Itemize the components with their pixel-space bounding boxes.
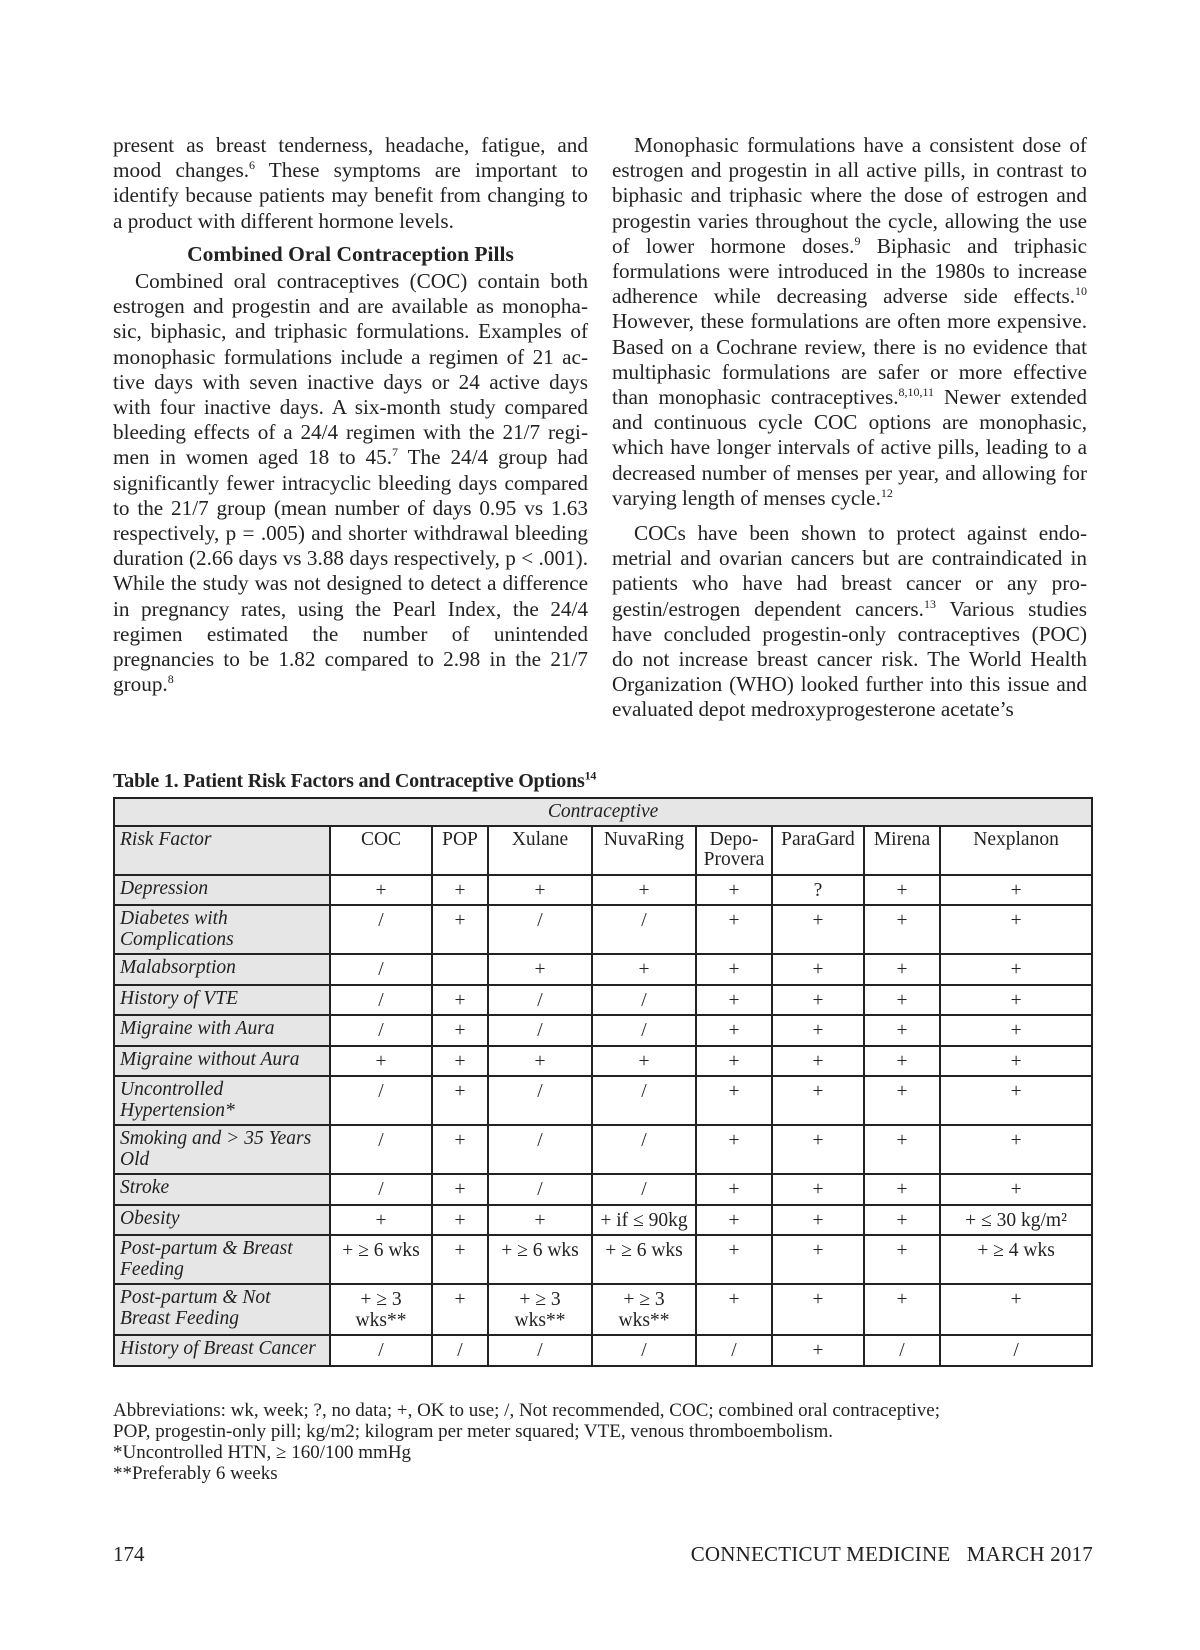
risk-factor-cell: Post-partum & Breast Feeding bbox=[114, 1235, 330, 1284]
table-cell: + bbox=[432, 1174, 488, 1205]
table-cell: + bbox=[940, 1284, 1092, 1335]
table-cell: + bbox=[696, 1076, 772, 1125]
table-cell: / bbox=[488, 1174, 592, 1205]
table-cell: / bbox=[592, 905, 696, 954]
table-cell: + bbox=[432, 1284, 488, 1335]
table-cell: / bbox=[592, 1125, 696, 1174]
table-cell: / bbox=[488, 1125, 592, 1174]
table-cell: / bbox=[488, 1076, 592, 1125]
risk-factor-cell: Obesity bbox=[114, 1205, 330, 1236]
footnote-preferably: **Preferably 6 weeks bbox=[113, 1463, 278, 1484]
table-cell: + bbox=[940, 905, 1092, 954]
citation-sup: 6 bbox=[249, 158, 255, 173]
table-cell: + bbox=[696, 1284, 772, 1335]
table-cell: / bbox=[330, 954, 432, 985]
table-cell: + bbox=[432, 905, 488, 954]
table-cell: + bbox=[864, 1284, 940, 1335]
table-cell: + ≥ 4 wks bbox=[940, 1235, 1092, 1284]
left-p2-text-a: Combined oral contraceptives (COC) contain both estrogen and progestin and are available as monophasic, biphasic, and triphasic formulations. Examples of monophasic formulations include a regimen of 21 active days with seven inactive days or 24 active days with four inactive days. A six-month study compared bleeding effects of a 24/4 regimen with the 21/7 regimen in women aged 18 to 45. bbox=[113, 269, 588, 470]
table-row bbox=[114, 1205, 1092, 1236]
table-cell: + bbox=[772, 905, 864, 954]
table-cell: + bbox=[940, 954, 1092, 985]
table-cell: + bbox=[696, 1205, 772, 1236]
table-cell: + bbox=[432, 1046, 488, 1077]
table-row bbox=[114, 1335, 1092, 1366]
table-cell: + bbox=[696, 875, 772, 906]
table-cell: + ≥ 6 wks bbox=[330, 1235, 432, 1284]
table-cell: / bbox=[330, 1125, 432, 1174]
table-cell: + bbox=[940, 1125, 1092, 1174]
right-p2-text-a: COCs have been shown to protect against endometrial and ovarian cancers but are contraindicated in patients who have had breast cancer or any progestin/estrogen dependent cancers. bbox=[612, 521, 1087, 621]
table-cell: + bbox=[488, 954, 592, 985]
table-row bbox=[114, 875, 1092, 906]
right-paragraph-2 bbox=[612, 521, 1087, 723]
left-column bbox=[113, 133, 588, 697]
table-cell: / bbox=[592, 985, 696, 1016]
table-cell: + bbox=[696, 1015, 772, 1046]
table-row bbox=[114, 1015, 1092, 1046]
risk-factor-cell: Post-partum & Not Breast Feeding bbox=[114, 1284, 330, 1335]
table-cell: / bbox=[330, 1015, 432, 1046]
abbreviations-line-1: Abbreviations: wk, week; ?, no data; +, OK to use; /, Not recommended, COC; combined oral contraceptive; bbox=[113, 1400, 940, 1421]
table-cell: + bbox=[432, 1235, 488, 1284]
table-cell: / bbox=[432, 1335, 488, 1366]
table-cell: + bbox=[696, 1174, 772, 1205]
table-cell: + bbox=[432, 1125, 488, 1174]
left-p1-text: present as breast tenderness, headache, fatigue, and mood changes. bbox=[113, 133, 588, 183]
table-super-header-row bbox=[114, 798, 1092, 826]
right-p1-text-c: However, these formulations are often more expensive. Based on a Cochrane review, there is no evidence that multiphasic formulations are safer or more effective than monophasic contraceptives. bbox=[612, 309, 1087, 410]
table-row bbox=[114, 1046, 1092, 1077]
table-cell: + bbox=[696, 985, 772, 1016]
table-cell: + ≥ 3 wks** bbox=[592, 1284, 696, 1335]
table-cell: + bbox=[330, 875, 432, 906]
table-cell: + bbox=[432, 875, 488, 906]
table-cell: + ≥ 6 wks bbox=[592, 1235, 696, 1284]
column-header: Mirena bbox=[864, 826, 940, 875]
contraceptive-options-table bbox=[113, 797, 1093, 1367]
table-footnotes bbox=[113, 1400, 1093, 1484]
table-cell: / bbox=[330, 1076, 432, 1125]
column-header: COC bbox=[330, 826, 432, 875]
table-cell: + bbox=[772, 1284, 864, 1335]
journal-footer: CONNECTICUT MEDICINE MARCH 2017 bbox=[690, 1542, 1093, 1566]
table-row bbox=[114, 954, 1092, 985]
table-cell: / bbox=[330, 905, 432, 954]
table-cell: + bbox=[488, 875, 592, 906]
table-cell: + ≥ 3 wks** bbox=[330, 1284, 432, 1335]
table-container bbox=[113, 797, 1091, 1367]
column-header: NuvaRing bbox=[592, 826, 696, 875]
table-cell: + bbox=[940, 1046, 1092, 1077]
risk-factor-header: Risk Factor bbox=[114, 826, 330, 875]
right-p1-text-b: Biphasic and triphasic formulations were introduced in the 1980s to increase adherence while decreasing adverse side effects. bbox=[612, 233, 1087, 309]
table-cell: + bbox=[940, 1076, 1092, 1125]
left-p1-tail: These symptoms are important to identify because patients may benefit from changing to a product with different hormone levels. bbox=[113, 158, 588, 233]
table-row bbox=[114, 1076, 1092, 1125]
citation-sup: 8,10,11 bbox=[898, 384, 935, 399]
citation-sup: 10 bbox=[1075, 284, 1087, 299]
table-cell: / bbox=[488, 905, 592, 954]
table-cell: + bbox=[864, 985, 940, 1016]
page-number: 174 bbox=[113, 1542, 145, 1566]
table-cell: / bbox=[592, 1015, 696, 1046]
table-row bbox=[114, 1174, 1092, 1205]
table-cell: + bbox=[772, 985, 864, 1016]
right-p2-text-b: Various studies have concluded progestin-only contraceptives (POC) do not increase breast cancer risk. The World Health Organization (WHO) looked further into this issue and evaluated depot medroxyprogesterone acetate’s bbox=[612, 596, 1087, 722]
table-cell: + bbox=[864, 905, 940, 954]
risk-factor-cell: Diabetes with Complications bbox=[114, 905, 330, 954]
table-cell: + bbox=[772, 954, 864, 985]
right-column bbox=[612, 133, 1087, 723]
table-cell: / bbox=[592, 1174, 696, 1205]
table-cell: / bbox=[592, 1076, 696, 1125]
table-cell: + bbox=[772, 1174, 864, 1205]
table-title bbox=[113, 770, 596, 793]
section-heading: Combined Oral Contraception Pills bbox=[187, 241, 514, 266]
citation-sup: 12 bbox=[880, 485, 893, 500]
right-p1-text-d: Newer extended and continuous cycle COC options are monophasic, which have longer intervals of active pills, leading to a decreased number of menses per year, and allowing for varying length of menses cycle. bbox=[612, 385, 1087, 510]
table-cell: + bbox=[864, 1235, 940, 1284]
table-cell: + bbox=[696, 905, 772, 954]
table-cell: + bbox=[696, 1046, 772, 1077]
table-row bbox=[114, 905, 1092, 954]
table-cell: + bbox=[696, 954, 772, 985]
table-row bbox=[114, 1284, 1092, 1335]
table-cell: / bbox=[592, 1335, 696, 1366]
table-cell: + bbox=[864, 1125, 940, 1174]
table-cell: + bbox=[772, 1335, 864, 1366]
table-cell: + bbox=[864, 1205, 940, 1236]
table-cell: / bbox=[330, 1335, 432, 1366]
footnote-htn: *Uncontrolled HTN, ≥ 160/100 mmHg bbox=[113, 1442, 412, 1463]
table-cell: / bbox=[488, 1335, 592, 1366]
table-cell: + bbox=[696, 1125, 772, 1174]
risk-factor-cell: History of VTE bbox=[114, 985, 330, 1016]
table-cell: + ≤ 30 kg/m² bbox=[940, 1205, 1092, 1236]
table-cell: + bbox=[864, 1015, 940, 1046]
table-cell: + bbox=[772, 1046, 864, 1077]
risk-factor-cell: Malabsorption bbox=[114, 954, 330, 985]
table-cell: / bbox=[488, 1015, 592, 1046]
risk-factor-cell: Migraine with Aura bbox=[114, 1015, 330, 1046]
citation-sup: 8 bbox=[167, 672, 174, 687]
table-row bbox=[114, 1235, 1092, 1284]
citation-sup: 9 bbox=[854, 233, 861, 248]
table-cell: + bbox=[488, 1046, 592, 1077]
abbreviations-line-2: POP, progestin-only pill; kg/m2; kilogram per meter squared; VTE, venous thromboembolism. bbox=[113, 1421, 833, 1442]
right-paragraph-1 bbox=[612, 133, 1087, 511]
table-cell: + bbox=[940, 875, 1092, 906]
risk-factor-cell: Stroke bbox=[114, 1174, 330, 1205]
table-cell: + if ≤ 90kg bbox=[592, 1205, 696, 1236]
table-cell: + bbox=[864, 875, 940, 906]
risk-factor-cell: Smoking and > 35 Years Old bbox=[114, 1125, 330, 1174]
citation-sup: 14 bbox=[584, 768, 597, 783]
table-cell: / bbox=[940, 1335, 1092, 1366]
table-cell: + bbox=[772, 1205, 864, 1236]
table-cell: + bbox=[592, 875, 696, 906]
table-cell: + bbox=[864, 954, 940, 985]
table-cell: + bbox=[772, 1235, 864, 1284]
left-paragraph-2 bbox=[113, 269, 588, 697]
table-row bbox=[114, 1125, 1092, 1174]
table-cell: + bbox=[940, 985, 1092, 1016]
table-cell: + bbox=[330, 1046, 432, 1077]
table-cell: + bbox=[432, 985, 488, 1016]
table-title-text: Table 1. Patient Risk Factors and Contraceptive Options bbox=[113, 770, 585, 792]
column-header: Depo-Provera bbox=[696, 826, 772, 875]
table-cell: / bbox=[488, 985, 592, 1016]
table-row bbox=[114, 985, 1092, 1016]
table-cell: + bbox=[772, 1015, 864, 1046]
risk-factor-cell: Migraine without Aura bbox=[114, 1046, 330, 1077]
table-body bbox=[114, 875, 1092, 1366]
column-header: ParaGard bbox=[772, 826, 864, 875]
right-p1-text-a: Monophasic formulations have a consistent dose of estrogen and progestin in all active pills, in contrast to biphasic and triphasic where the dose of estrogen and progestin varies throughout the cycle, allowing the use of lower hormone doses. bbox=[612, 133, 1087, 258]
table-cell: + bbox=[864, 1174, 940, 1205]
table-cell: / bbox=[696, 1335, 772, 1366]
risk-factor-cell: History of Breast Cancer bbox=[114, 1335, 330, 1366]
left-p2-text-b: The 24/4 group had significantly fewer intracyclic bleeding days compared to the 21/7 group (mean number of days 0.95 vs 1.63 respectively, p = .005) and shorter withdrawal bleeding duration (2.66 days vs 3.88 days respectively, p < .001). While the study was not designed to detect a difference in pregnancy rates, using the Pearl Index, the 24/4 regimen estimated the number of unintended pregnancies to be 1.82 compared to 2.98 in the 21/7 group. bbox=[113, 445, 589, 697]
table-cell: + bbox=[488, 1205, 592, 1236]
column-header: POP bbox=[432, 826, 488, 875]
table-cell: + bbox=[772, 1076, 864, 1125]
table-cell: + bbox=[432, 1015, 488, 1046]
table-cell: + bbox=[432, 1076, 488, 1125]
table-cell: + ≥ 3 wks** bbox=[488, 1284, 592, 1335]
table-cell bbox=[432, 954, 488, 985]
table-cell: + bbox=[432, 1205, 488, 1236]
table-cell: + bbox=[940, 1015, 1092, 1046]
table-cell: + bbox=[592, 1046, 696, 1077]
table-cell: / bbox=[864, 1335, 940, 1366]
table-cell: ? bbox=[772, 875, 864, 906]
table-cell: + bbox=[864, 1076, 940, 1125]
table-cell: + bbox=[696, 1235, 772, 1284]
table-cell: / bbox=[330, 985, 432, 1016]
risk-factor-cell: Uncontrolled Hypertension* bbox=[114, 1076, 330, 1125]
left-paragraph-1 bbox=[113, 133, 588, 234]
table-cell: + bbox=[772, 1125, 864, 1174]
risk-factor-cell: Depression bbox=[114, 875, 330, 906]
column-header: Nexplanon bbox=[940, 826, 1092, 875]
citation-sup: 7 bbox=[392, 445, 399, 460]
table-cell: + ≥ 6 wks bbox=[488, 1235, 592, 1284]
table-cell: / bbox=[330, 1174, 432, 1205]
table-cell: + bbox=[592, 954, 696, 985]
table-header-row bbox=[114, 826, 1092, 875]
table-cell: + bbox=[330, 1205, 432, 1236]
contraceptive-super-header: Contraceptive bbox=[114, 798, 1092, 826]
table-cell: + bbox=[864, 1046, 940, 1077]
citation-sup: 13 bbox=[923, 596, 936, 611]
column-header: Xulane bbox=[488, 826, 592, 875]
table-cell: + bbox=[940, 1174, 1092, 1205]
